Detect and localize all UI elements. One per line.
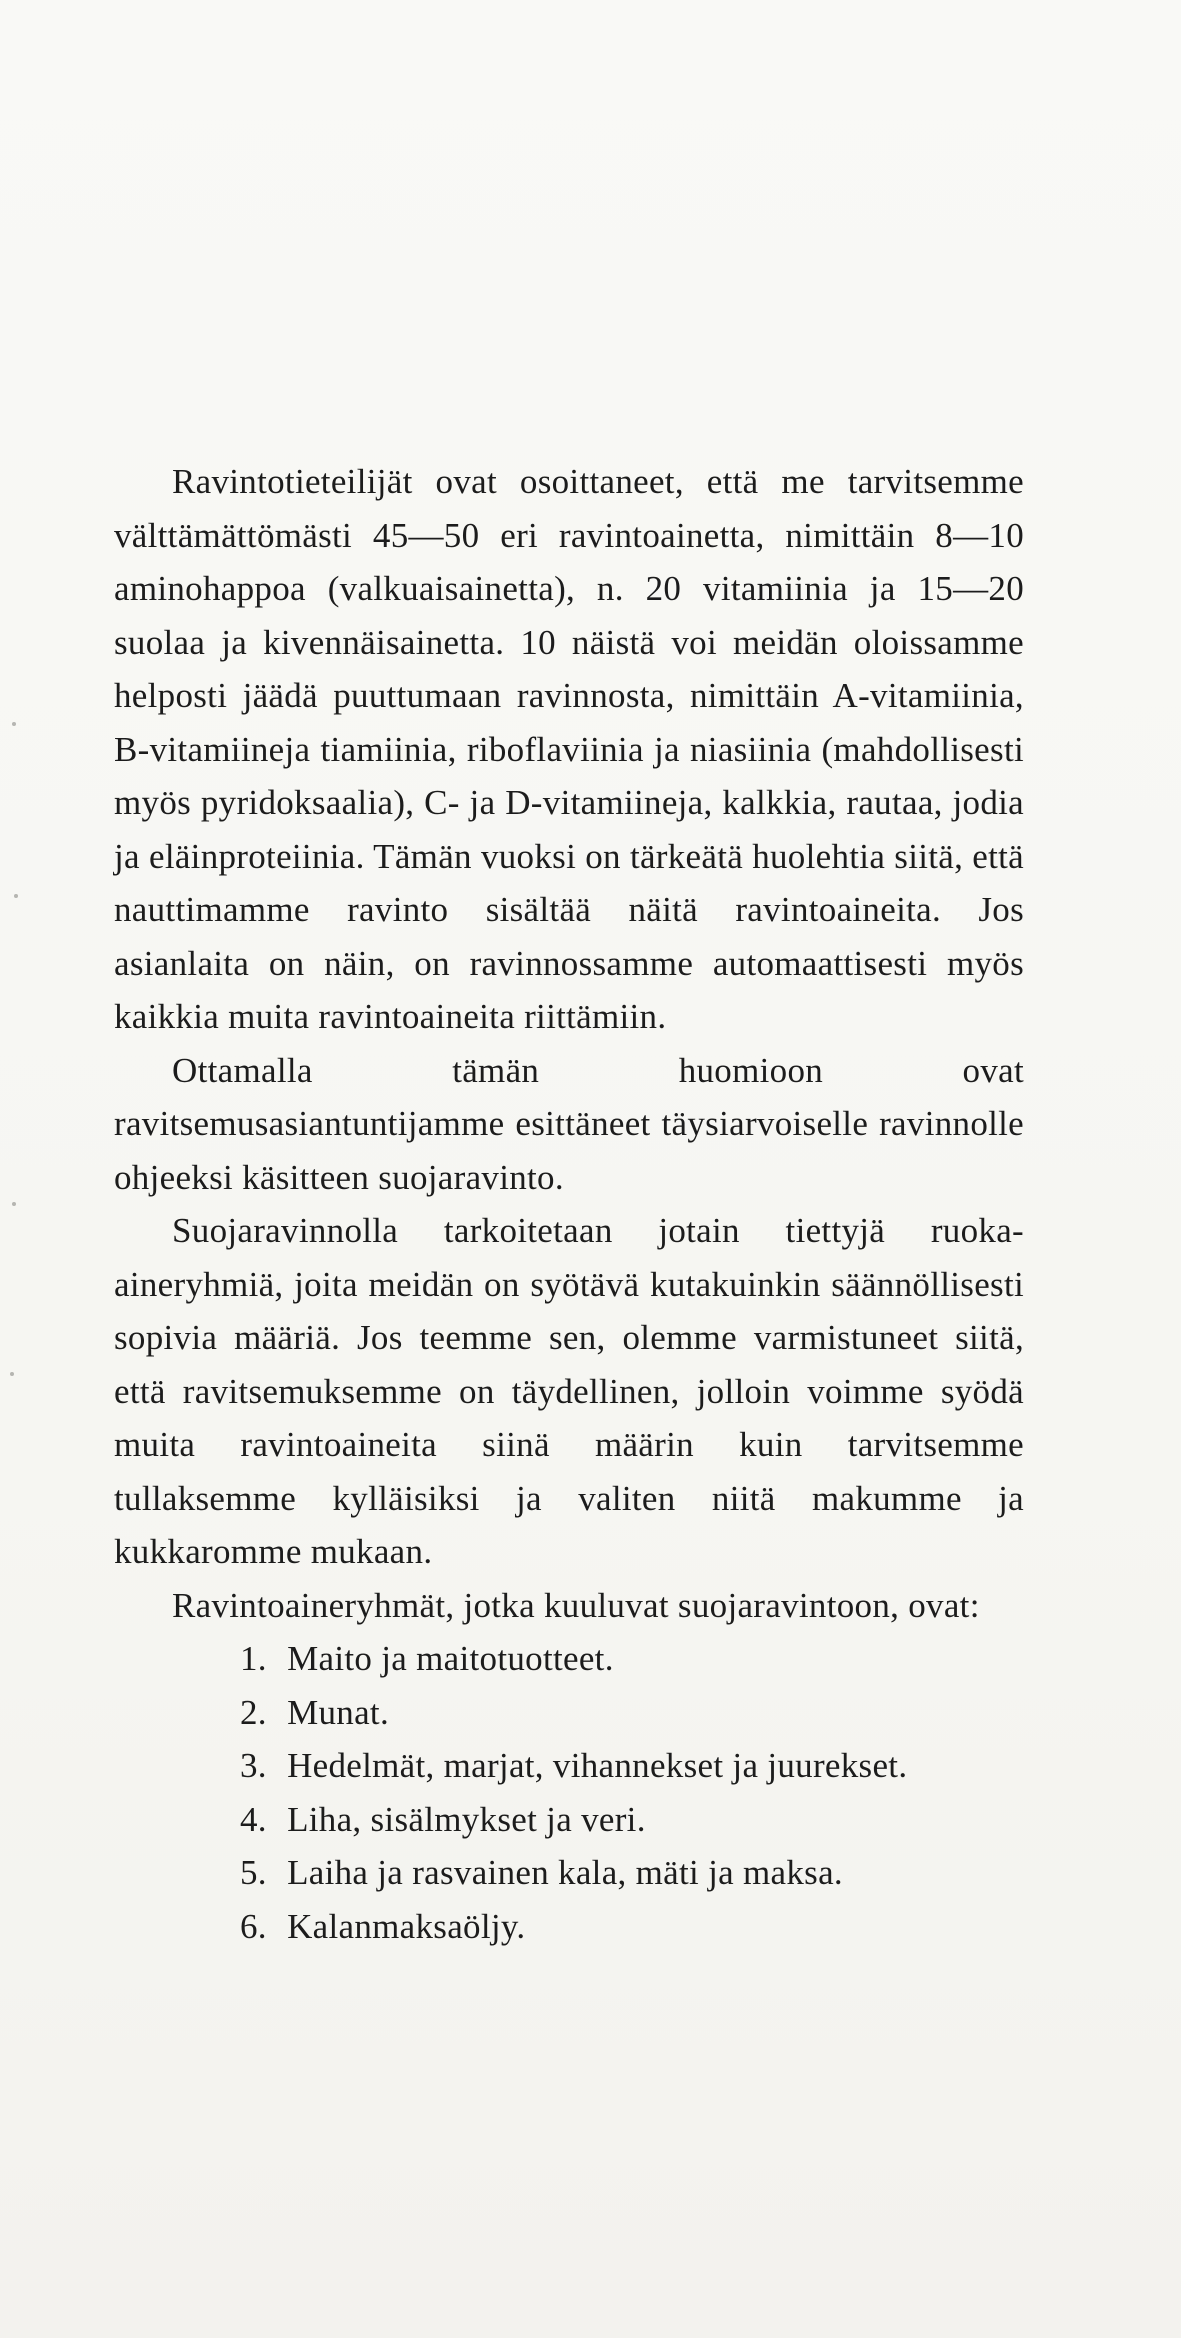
list-item-number: 2. <box>240 1692 267 1732</box>
paper-speck <box>12 722 16 726</box>
list-item-number: 4. <box>240 1799 267 1839</box>
list-item-text: Maito ja maitotuotteet. <box>287 1639 614 1678</box>
list-item-text: Kalanmaksaöljy. <box>287 1906 526 1946</box>
list-item <box>240 1686 1024 1740</box>
list-item-text: Munat. <box>287 1692 389 1732</box>
list-item <box>240 1739 1024 1793</box>
paragraph-protective-food-definition: Suojaravinnolla tarkoitetaan jotain tiettyjä ruoka-aineryhmiä, joita meidän on syötävä kutakuinkin säännöllisesti sopivia määriä. Jos teemme sen, olemme varmistuneet siitä, että ravitsemuksemme on täydellinen, jolloin voimme syödä muita ravintoaineita siinä määrin kuin tarvitsemme tullaksemme kylläisiksi ja valiten niitä makumme ja kukkaromme mukaan. <box>114 1211 1024 1571</box>
list-item <box>240 1900 1024 1954</box>
food-group-list <box>114 1632 1024 1953</box>
list-item-text: Liha, sisälmykset ja veri. <box>287 1799 646 1839</box>
body-text <box>114 455 1024 1953</box>
list-item <box>240 1846 1024 1900</box>
list-item <box>240 1632 1024 1686</box>
paragraph-nutrients: Ravintotieteilijät ovat osoittaneet, että me tarvitsemme välttämättömästi 45—50 eri ravintoainetta, nimittäin 8—10 aminohappoa (valkuaisainetta), n. 20 vitamiinia ja 15—20 suolaa ja kivennäisainetta. 10 näistä voi meidän oloissamme helposti jäädä puuttumaan ravinnosta, nimittäin A-vitamiinia, B-vitamiineja tiamiinia, riboflaviinia ja niasiinia (mahdollisesti myös pyridoksaalia), C- ja D-vitamiineja, kalkkia, rautaa, jodia ja eläinproteiinia. Tämän vuoksi on tärkeätä huolehtia siitä, että nauttimamme ravinto sisältää näitä ravintoaineita. Jos asianlaita on näin, on ravinnossamme automaattisesti myös kaikkia muita ravintoaineita riittämiin. <box>114 462 1024 1036</box>
list-item-text: Hedelmät, marjat, vihannekset ja juurekset. <box>287 1746 908 1785</box>
paper-speck <box>10 1372 14 1376</box>
list-item-number: 6. <box>240 1906 267 1946</box>
paper-speck <box>14 894 18 898</box>
list-item-number: 3. <box>240 1746 267 1785</box>
list-item-text: Laiha ja rasvainen kala, mäti ja maksa. <box>287 1853 843 1892</box>
paper-speck <box>12 1202 16 1206</box>
list-item-number: 1. <box>240 1639 267 1678</box>
list-item-number: 5. <box>240 1853 267 1892</box>
paragraph-protective-food-concept: Ottamalla tämän huomioon ovat ravitsemusasiantuntijamme esittäneet täysiarvoiselle ravinnolle ohjeeksi käsitteen suojaravinto. <box>114 1050 1024 1197</box>
paragraph-food-groups-intro: Ravintoaineryhmät, jotka kuuluvat suojaravintoon, ovat: <box>172 1585 980 1625</box>
list-item <box>240 1793 1024 1847</box>
